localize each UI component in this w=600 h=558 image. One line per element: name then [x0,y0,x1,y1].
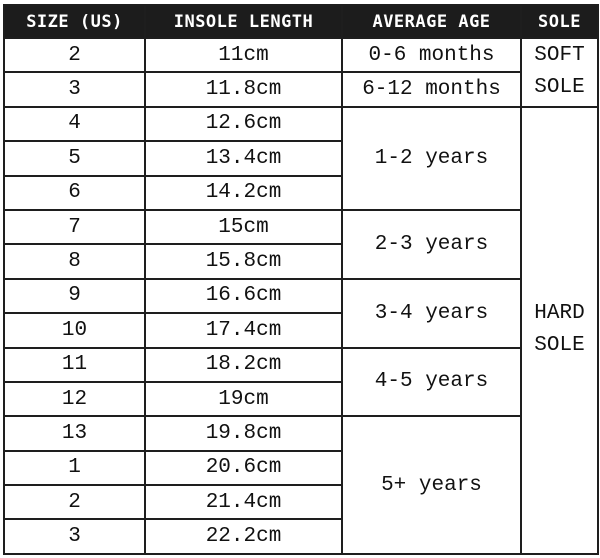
length-cell: 13.4cm [145,141,342,175]
size-cell: 5 [4,141,145,175]
sole-cell-soft [521,38,598,107]
sole-label-line2: SOLE [534,334,585,358]
size-cell: 12 [4,382,145,416]
length-cell: 20.6cm [145,451,342,485]
header-size: SIZE (US) [4,5,145,38]
size-cell: 13 [4,416,145,450]
sole-label-line2: SOLE [534,76,585,100]
header-average-age: AVERAGE AGE [342,5,521,38]
age-cell: 3-4 years [342,279,521,348]
table-row [4,416,598,450]
age-cell: 4-5 years [342,348,521,417]
length-cell: 15cm [145,210,342,244]
size-cell: 8 [4,244,145,278]
length-cell: 18.2cm [145,348,342,382]
length-cell: 19.8cm [145,416,342,450]
shoe-size-table [3,4,599,555]
length-cell: 16.6cm [145,279,342,313]
age-cell: 6-12 months [342,72,521,106]
length-cell: 11.8cm [145,72,342,106]
sole-label-line1: SOFT [534,44,585,68]
size-cell: 7 [4,210,145,244]
length-cell: 17.4cm [145,313,342,347]
length-cell: 22.2cm [145,519,342,554]
sole-label-line1: HARD [534,302,585,326]
header-row [4,5,598,38]
age-cell: 5+ years [342,416,521,554]
table-row [4,279,598,313]
age-cell: 1-2 years [342,107,521,210]
length-cell: 11cm [145,38,342,72]
size-cell: 4 [4,107,145,141]
size-cell: 10 [4,313,145,347]
length-cell: 14.2cm [145,176,342,210]
age-cell: 0-6 months [342,38,521,72]
size-cell: 9 [4,279,145,313]
header-insole-length: INSOLE LENGTH [145,5,342,38]
table-row [4,38,598,72]
table-row [4,72,598,106]
size-cell: 2 [4,485,145,519]
size-cell: 3 [4,519,145,554]
size-cell: 2 [4,38,145,72]
length-cell: 12.6cm [145,107,342,141]
header-sole: SOLE [521,5,598,38]
length-cell: 15.8cm [145,244,342,278]
sole-cell-hard [521,107,598,554]
table-row [4,348,598,382]
table-row [4,107,598,141]
size-cell: 6 [4,176,145,210]
length-cell: 19cm [145,382,342,416]
size-cell: 3 [4,72,145,106]
length-cell: 21.4cm [145,485,342,519]
table-row [4,210,598,244]
age-cell: 2-3 years [342,210,521,279]
size-cell: 1 [4,451,145,485]
size-cell: 11 [4,348,145,382]
